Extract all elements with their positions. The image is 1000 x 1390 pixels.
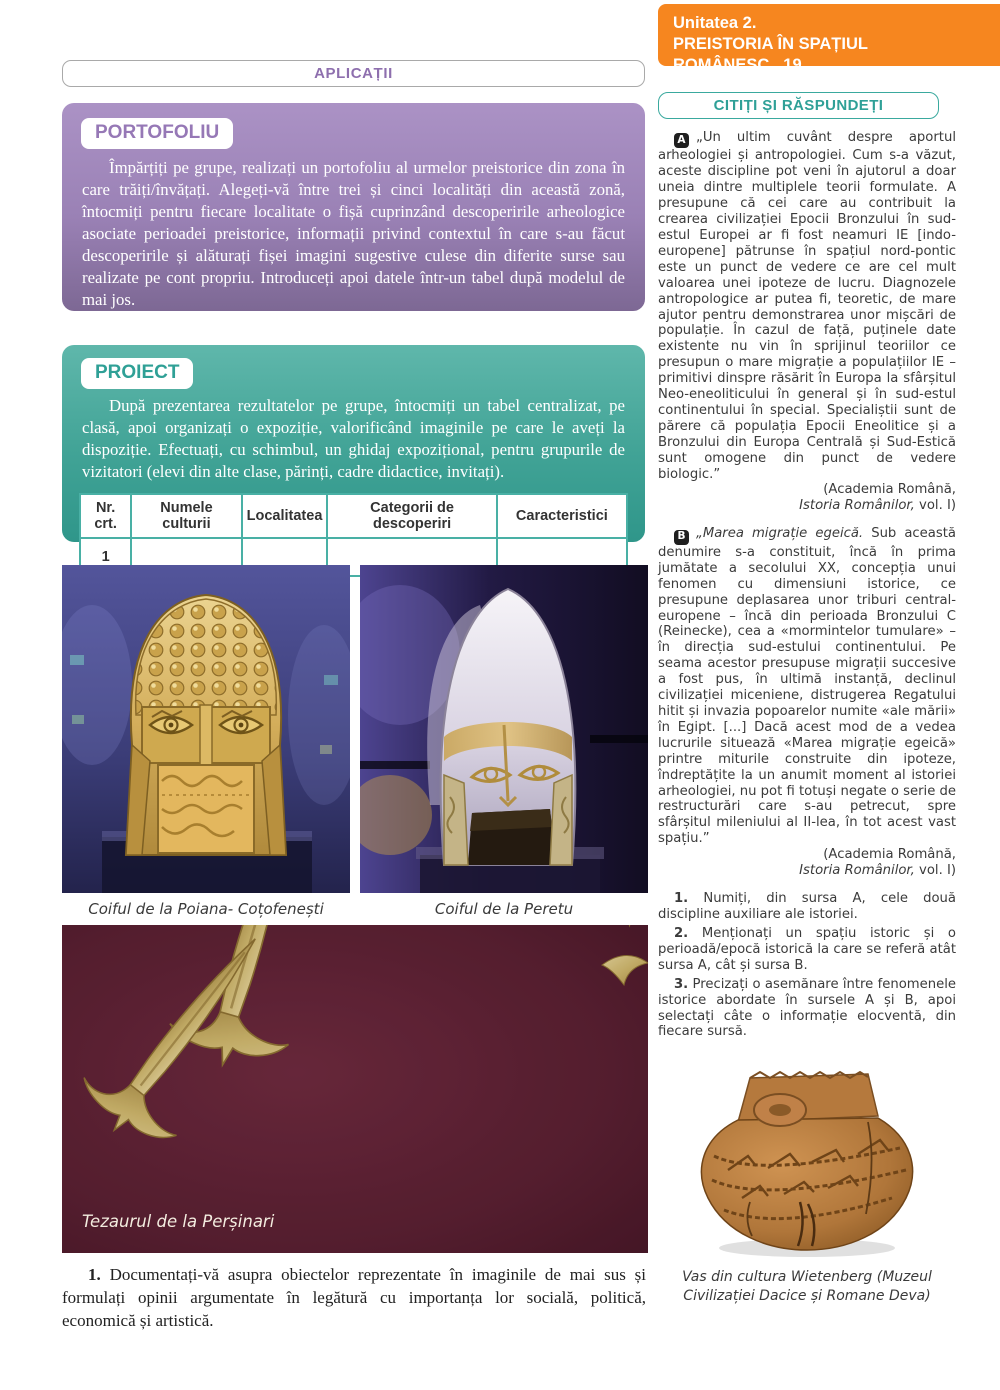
col-header-cultura: Numele culturii [131, 494, 241, 538]
attribution-volume: vol. I) [914, 498, 956, 514]
figure-wietenberg-pot [672, 1052, 942, 1306]
caption-helmet-peretu: Coiful de la Peretu [434, 900, 574, 918]
helmet-cotofenesti-photo [62, 565, 350, 893]
col-header-caracteristici: Caracteristici [497, 494, 627, 538]
caption-treasure-persinari: Tezaurul de la Perșinari [82, 1212, 275, 1231]
unit-label: Unitatea 2. [673, 14, 757, 32]
question-1-number: 1. [674, 891, 689, 907]
col-header-nr: Nr. crt. [80, 494, 131, 538]
source-b-text: Sub această denumire s-a constituit, încă în prima jumătate a secolului XX, concepția unui fenomen cu dimensiuni istorice, ce presupune deplasarea unor triburi central-europene – încă din perioada Bronzului C (Reinecke), cea a «mormintelor tumulare» – în direcția sud-estului continentului. Pe seama acestor presupuse migrații succesive a fost pus, în ultimă instanță, declinul civilizației miceniene, distrugerea Regatului hitit și invazia popoarelor numite «ale mării» în Egipt. [...] Dacă acest mod de a vedea lucrurile situează «Marea migrație egeică» printre miturile construite din ipoteze, îndreptățite la un anumit moment al istoriei arheologiei, nu pot fi totuși negate o serie de restructurări care s-au petrecut, spre sfârșitul mileniului al II-lea, în tot acest vast spațiu.” [658, 526, 956, 847]
cell-nr: 1 [80, 538, 131, 576]
cititi-si-raspundeti-label: CITIȚI ȘI RĂSPUNDEȚI [713, 97, 884, 114]
attribution-volume: vol. I) [914, 863, 956, 879]
caption-wietenberg-pot: Vas din cultura Wietenberg (Muzeul Civilizației Dacice și Romane Deva) [682, 1269, 932, 1305]
portofoliu-box [62, 103, 645, 311]
question-3-text: Precizați o asemănare între fenomenele istorice abordate în sursele A și B, apoi selectați câte o informație elocventă, din fiecare sursă. [658, 976, 956, 1040]
treasure-persinari-photo [62, 925, 648, 1253]
model-table-header-row [80, 494, 627, 538]
question-3 [658, 977, 956, 1041]
unit-title-row [673, 34, 1000, 76]
figure-helmet-cotofenesti [62, 565, 350, 918]
helmet-peretu-photo [360, 565, 648, 893]
source-a-badge: A [674, 133, 689, 148]
attribution-author: (Academia Română, [823, 847, 956, 863]
attribution-work: Istoria Românilor, [799, 498, 915, 514]
tab-aplicatii [62, 60, 645, 87]
proiect-text: După prezentarea rezultatelor pe grupe, întocmiți un tabel centralizat, pe clasă, apoi organizați o expoziție, valorificând imaginile pe care le aveți la dispoziție. Efectuați, cu schimbul, un ghidaj expozițional, pentru grupurile de vizitatori (elevi din alte clase, părinți, cadre didactice, invitați). [82, 396, 625, 481]
cititi-si-raspundeti-box [658, 92, 939, 119]
question-1 [658, 891, 956, 923]
figure-helmet-peretu [360, 565, 648, 918]
source-b-badge: B [674, 530, 689, 545]
question-2-number: 2. [674, 925, 689, 941]
right-column [658, 92, 956, 1306]
unit-title: PREISTORIA ÎN SPAȚIUL ROMÂNESC [673, 35, 868, 74]
figure-treasure-persinari [62, 925, 648, 1253]
col-header-categorii: Categorii de descoperiri [327, 494, 496, 538]
source-b [658, 526, 956, 847]
page-number: 19 [783, 56, 802, 74]
question-2 [658, 926, 956, 974]
tab-aplicatii-label: APLICAȚII [314, 65, 393, 82]
unit-header [658, 4, 1000, 74]
portofoliu-label: PORTOFOLIU [81, 118, 233, 149]
exercise-1-text: Documentați-vă asupra obiectelor reprezentate în imaginile de mai sus și formulați opinii argumentate în legătură cu importanța lor socială, politică, economică și artistică. [62, 1265, 646, 1330]
source-a-text: „Un ultim cuvânt despre aportul arheologiei și antropologiei. Cum s-a văzut, aceste discipline pot veni în ajutorul a doar uneia dintre multiplele teorii formulate. A presupune că cei care au contribuit la crearea civilizației Epocii Bronzului în sud-estul Europei ar fi fost neamuri IE [indo-europene] pătrunse în spațiul nord-pontic este un punct de vedere ce are cel mult valoarea unei ipoteze de lucru. Diagnozele antropologice ar putea fi, teoretic, de mare ajutor pentru demonstrarea unor mișcări de populație. În cazul de față, puținele date existente nu vin în sprijinul teoriilor ce presupun o mare migrație a populațiilor IE – primitivi dinspre răsărit în Europa la sfârșitul Neo-eneoliticului în general și în sud-estul continentului în special. Specialiștii sunt de părere că populația Epocii Eneolitice și a Bronzului din Europa Centrală și Sud-Estică sunt omogene din punct de vedere biologic.” [658, 130, 956, 482]
exercise-1-number: 1. [88, 1265, 101, 1284]
source-b-attribution [658, 847, 956, 879]
proiect-label: PROIECT [81, 358, 193, 389]
col-header-localitate: Localitatea [242, 494, 328, 538]
caption-helmet-cotofenesti: Coiful de la Poiana- Coțofenești [88, 900, 324, 918]
proiect-box [62, 345, 645, 565]
attribution-author: (Academia Română, [823, 482, 956, 498]
attribution-work: Istoria Românilor, [799, 863, 915, 879]
portofoliu-text: Împărțiți pe grupe, realizați un portofoliu al urmelor preistorice din zona în care trăiți/învățați. Alegeți-vă între trei și cinci localități din această zonă, întocmiți pentru fiecare localitate o fișă cuprinzând descoperirile arheologice asociate perioadei preistorice, informații privind contextul în care s-au făcut descoperirile și alăturați fișei imagini sugestive culese din diferite surse sau realizate pe cont propriu. Introduceți apoi datele într-un tabel după modelul de mai jos. [82, 158, 625, 309]
question-3-number: 3. [674, 976, 689, 992]
wietenberg-pot-photo [672, 1052, 942, 1260]
question-1-text: Numiți, din sursa A, cele două discipline auxiliare ale istoriei. [658, 891, 956, 923]
question-2-text: Menționați un spațiu istoric și o perioadă/epocă istorică la care se referă atât sursa A, cât și sursa B. [658, 925, 956, 973]
source-a-attribution [658, 482, 956, 514]
exercise-1 [62, 1263, 646, 1332]
source-a [658, 130, 956, 482]
source-b-lead: „Marea migrație egeică. [696, 526, 864, 542]
